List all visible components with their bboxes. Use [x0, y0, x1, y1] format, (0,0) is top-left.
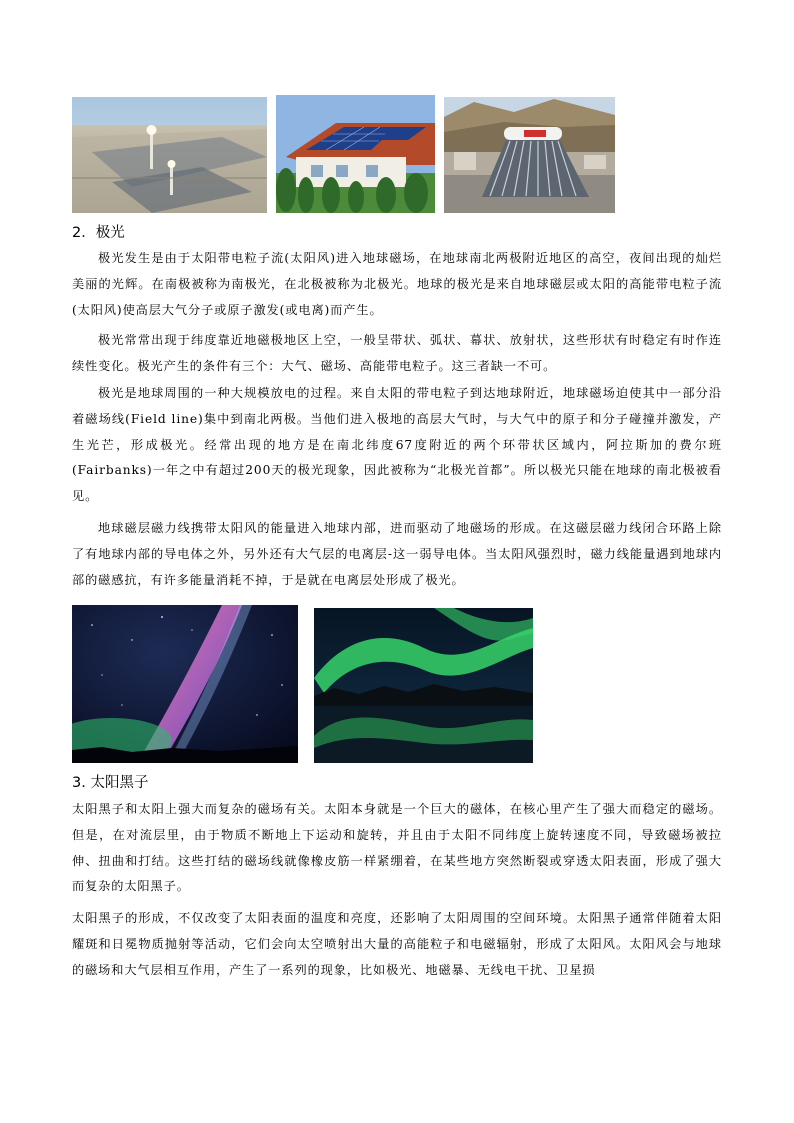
section-heading-aurora: 2．极光 — [72, 225, 125, 241]
section-heading-sunspots: 3. 太阳黑子 — [72, 775, 149, 791]
solar-power-plant-photo — [72, 97, 267, 213]
aurora-paragraph-1: 极光发生是由于太阳带电粒子流(太阳风)进入地球磁场，在地球南北两极附近地区的高空，夜间出现的灿烂美丽的光辉。在南极被称为南极光，在北极被称为北极光。地球的极光是来自地球磁层或太阳的高能带电粒子流(太阳风)使高层大气分子或原子激发(或电离)而产生。 — [72, 251, 722, 317]
aurora-paragraph-2: 极光常常出现于纬度靠近地磁极地区上空，一般呈带状、弧状、幕状、放射状，这些形状有时稳定有时作连续性变化。极光产生的条件有三个：大气、磁场、高能带电粒子。这三者缺一不可。 — [72, 333, 722, 373]
aurora-green-lake-photo — [314, 608, 533, 763]
aurora-paragraph-3: 极光是地球周围的一种大规模放电的过程。来自太阳的带电粒子到达地球附近，地球磁场迫使其中一部分沿着磁场线(Field line)集中到南北两极。当他们进入极地的高层大气时，与大气中的原子和分子碰撞并激发，产生光芒，形成极光。经常出现的地方是在南北纬度67度附近的两个环带状区域内，阿拉斯加的费尔班(Fairbanks)一年之中有超过200天的极光现象，因此被称为“北极光首都”。所以极光只能在地球的南北极被看见。 — [72, 386, 722, 504]
aurora-arc-photo — [72, 605, 298, 763]
sunspots-paragraph-1: 太阳黑子和太阳上强大而复杂的磁场有关。太阳本身就是一个巨大的磁体，在核心里产生了强大而稳定的磁场。但是，在对流层里，由于物质不断地上下运动和旋转，并且由于太阳不同纬度上旋转速度不同，导致磁场被拉伸、扭曲和打结。这些打结的磁场线就像橡皮筋一样紧绷着，在某些地方突然断裂或穿透太阳表面，形成了强大而复杂的太阳黑子。 — [72, 802, 722, 894]
rooftop-solar-panels-photo — [276, 95, 435, 213]
solar-water-heater-photo — [444, 97, 615, 213]
sunspots-paragraph-2: 太阳黑子的形成，不仅改变了太阳表面的温度和亮度，还影响了太阳周围的空间环境。太阳黑子通常伴随着太阳耀斑和日冕物质抛射等活动，它们会向太空喷射出大量的高能粒子和电磁辐射，形成了太阳风。太阳风会与地球的磁场和大气层相互作用，产生了一系列的现象，比如极光、地磁暴、无线电干扰、卫星损 — [72, 911, 722, 977]
aurora-paragraph-4: 地球磁层磁力线携带太阳风的能量进入地球内部，进而驱动了地磁场的形成。在这磁层磁力线闭合环路上除了有地球内部的导电体之外，另外还有大气层的电离层-这一弱导电体。当太阳风强烈时，磁力线能量遇到地球内部的磁感抗，有许多能量消耗不掉，于是就在电离层处形成了极光。 — [72, 521, 722, 587]
